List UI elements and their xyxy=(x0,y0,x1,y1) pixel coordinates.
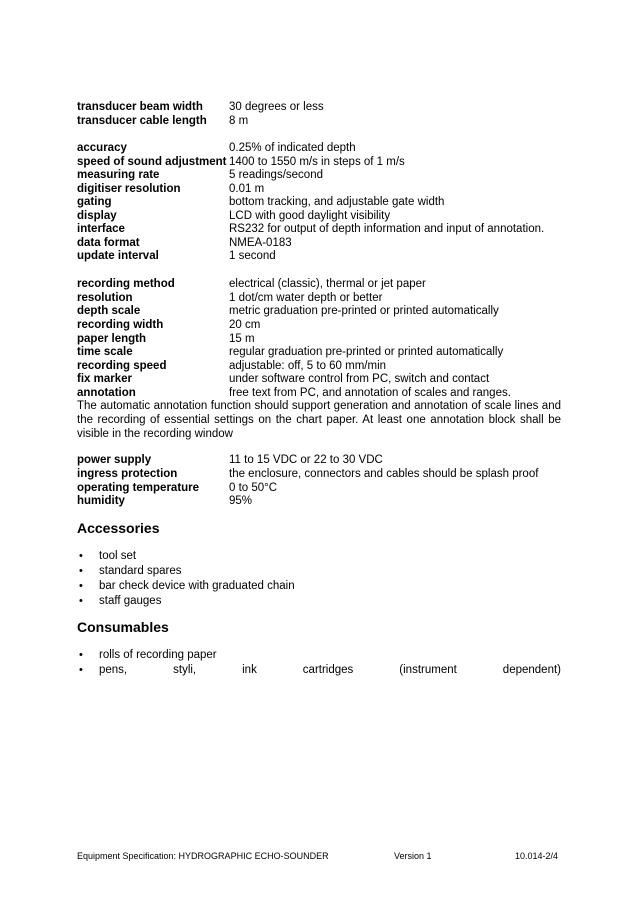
spec-value: 1 dot/cm water depth or better xyxy=(229,292,383,304)
spec-key: annotation xyxy=(77,387,136,399)
spec-value: 30 degrees or less xyxy=(229,101,324,113)
spec-key: depth scale xyxy=(77,305,141,317)
paragraph-line: the recording of essential settings on the chart paper. At least one annotation block shall be xyxy=(77,414,561,426)
spec-key: paper length xyxy=(77,333,147,345)
footer-version: Version 1 xyxy=(394,851,432,861)
bullet-icon: • xyxy=(79,664,83,676)
spec-value: bottom tracking, and adjustable gate width xyxy=(229,196,445,208)
spec-key: transducer beam width xyxy=(77,101,203,113)
spec-value: RS232 for output of depth information and input of annotation. xyxy=(229,223,545,235)
spec-value: under software control from PC, switch and contact xyxy=(229,373,490,385)
spec-value: 15 m xyxy=(229,333,255,345)
spec-key: fix marker xyxy=(77,373,132,385)
spec-key: humidity xyxy=(77,495,125,507)
annotation-note-paragraph xyxy=(77,399,561,441)
list-item-text: standard spares xyxy=(99,565,182,577)
spec-value: 0 to 50°C xyxy=(229,482,278,494)
spec-value: NMEA-0183 xyxy=(229,237,292,249)
consumables-heading: Consumables xyxy=(77,619,169,635)
spec-value: 0.01 m xyxy=(229,183,265,195)
bullet-icon: • xyxy=(79,580,83,592)
accessories-heading: Accessories xyxy=(77,520,160,536)
paragraph-line: visible in the recording window xyxy=(77,428,233,440)
spec-value: 8 m xyxy=(229,115,249,127)
list-item-text: staff gauges xyxy=(99,595,162,607)
spec-key: gating xyxy=(77,196,112,208)
spec-value: 11 to 15 VDC or 22 to 30 VDC xyxy=(229,454,383,466)
bullet-icon: • xyxy=(79,550,83,562)
spec-value: LCD with good daylight visibility xyxy=(229,210,391,222)
spec-value: the enclosure, connectors and cables should be splash proof xyxy=(229,468,539,480)
spec-value: free text from PC, and annotation of scales and ranges. xyxy=(229,387,511,399)
spec-key: recording width xyxy=(77,319,164,331)
spec-key: update interval xyxy=(77,250,159,262)
spec-key: transducer cable length xyxy=(77,115,207,127)
spec-value: adjustable: off, 5 to 60 mm/min xyxy=(229,360,387,372)
spec-key: recording speed xyxy=(77,360,167,372)
list-item xyxy=(77,663,561,677)
list-item-text: rolls of recording paper xyxy=(99,649,217,661)
spec-value: 1 second xyxy=(229,250,276,262)
spec-key: time scale xyxy=(77,346,133,358)
list-item-text: bar check device with graduated chain xyxy=(99,580,295,592)
list-item-text: tool set xyxy=(99,550,137,562)
spec-value: 95% xyxy=(229,495,253,507)
bullet-icon: • xyxy=(79,649,83,661)
spec-value: metric graduation pre-printed or printed automatically xyxy=(229,305,499,317)
spec-value: 5 readings/second xyxy=(229,169,323,181)
footer-document-title: Equipment Specification: HYDROGRAPHIC ECHO-SOUNDER xyxy=(77,851,329,861)
spec-key: speed of sound adjustment xyxy=(77,156,227,168)
list-item-text: pens, styli, ink cartridges (instrument dependent) xyxy=(99,664,561,676)
spec-value: 1400 to 1550 m/s in steps of 1 m/s xyxy=(229,156,405,168)
spec-value: 0.25% of indicated depth xyxy=(229,142,356,154)
spec-key: display xyxy=(77,210,117,222)
spec-key: resolution xyxy=(77,292,133,304)
spec-key: operating temperature xyxy=(77,482,200,494)
bullet-icon: • xyxy=(79,595,83,607)
bullet-icon: • xyxy=(79,565,83,577)
spec-value: 20 cm xyxy=(229,319,261,331)
spec-key: interface xyxy=(77,223,125,235)
spec-key: data format xyxy=(77,237,140,249)
spec-value: regular graduation pre-printed or printed automatically xyxy=(229,346,504,358)
spec-key: measuring rate xyxy=(77,169,160,181)
spec-key: accuracy xyxy=(77,142,127,154)
spec-key: power supply xyxy=(77,454,152,466)
paragraph-line: The automatic annotation function should support generation and annotation of scale lines and xyxy=(77,400,561,412)
spec-key: recording method xyxy=(77,278,175,290)
footer-page-number: 10.014-2/4 xyxy=(515,851,559,861)
spec-value: electrical (classic), thermal or jet paper xyxy=(229,278,426,290)
spec-key: ingress protection xyxy=(77,468,178,480)
spec-key: digitiser resolution xyxy=(77,183,181,195)
